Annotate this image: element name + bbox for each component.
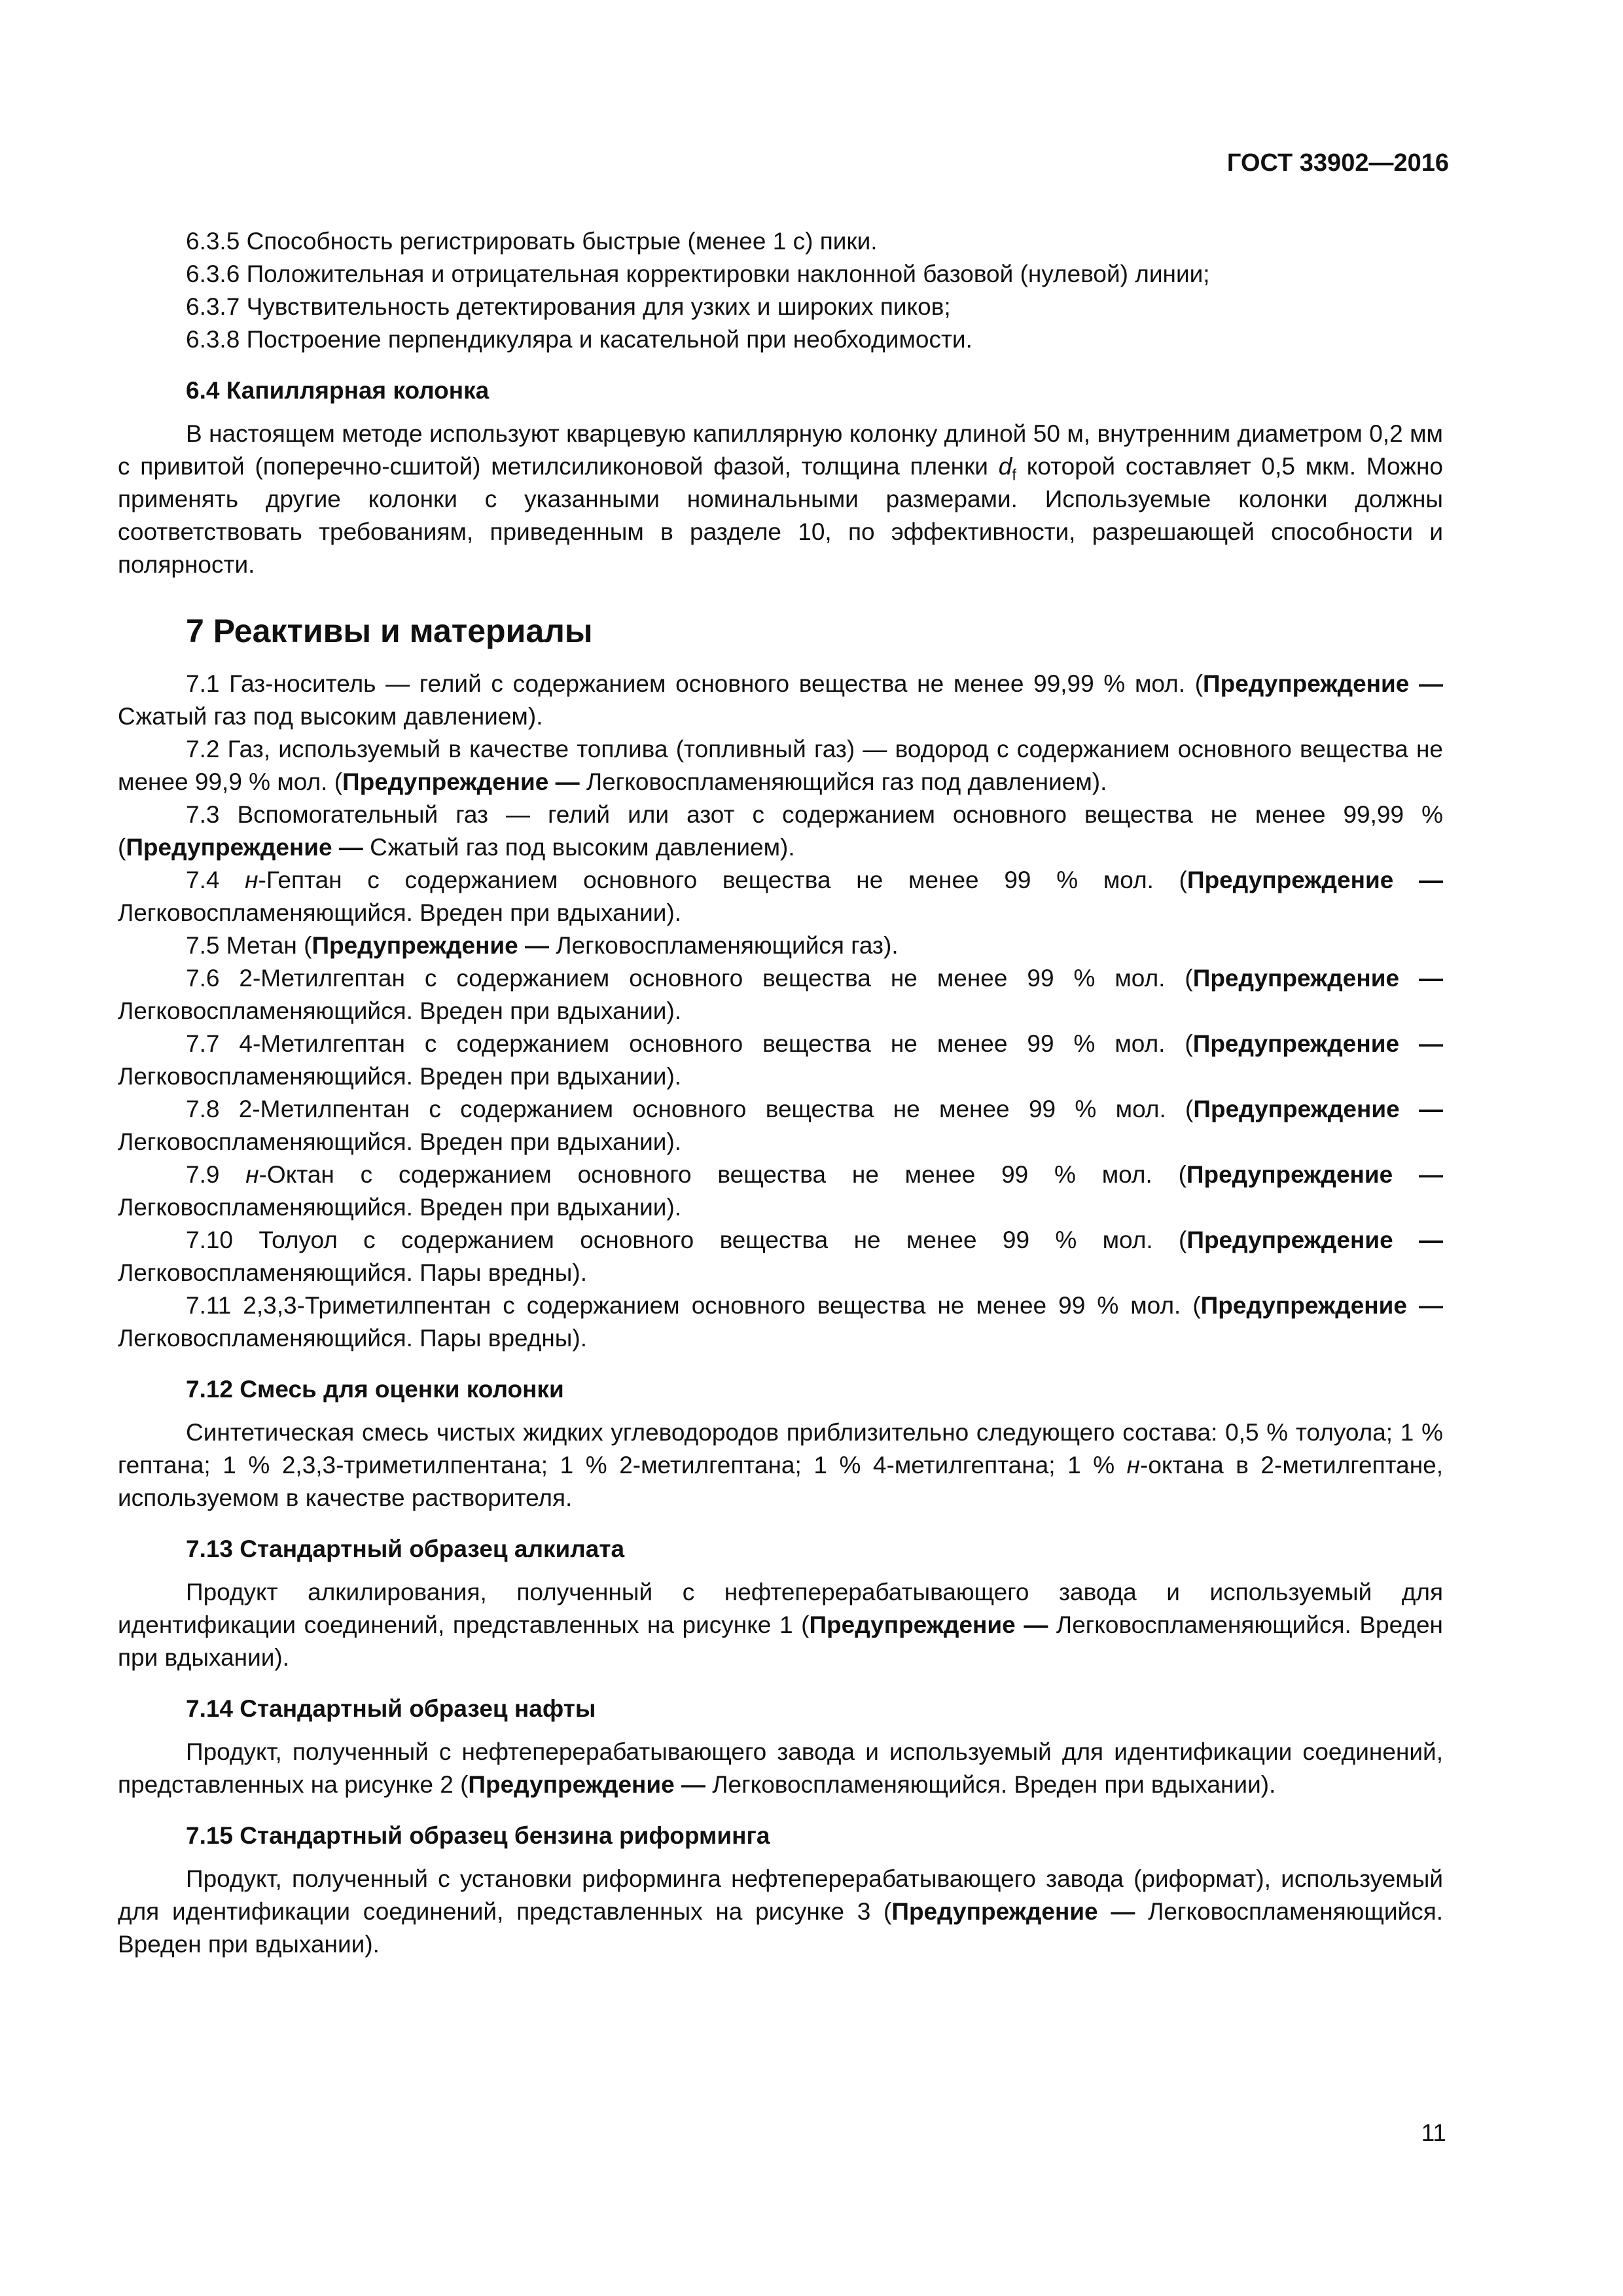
text-run: 7.2 Газ, используемый в качестве топлива (топливный газ) — водород с содержанием основного вещества не менее 99,9 % мол. ( xyxy=(118,736,1443,795)
heading-6-4: 6.4 Капиллярная колонка xyxy=(186,377,490,404)
text-run: Продукт алкилирования, полученный с нефтеперерабатывающего завода и используемый для идентификации соединений, представленных на рисунке 1 ( xyxy=(118,1579,1443,1638)
text-run: В настоящем методе используют кварцевую капиллярную колонку длиной 50 м, внутренним диаметром 0,2 мм с привитой (поперечно-сшитой) метилсиликоновой фазой, толщина пленки xyxy=(118,420,1443,480)
warning-label: Предупреждение — xyxy=(891,1898,1135,1925)
warning-label: Предупреждение — xyxy=(126,834,363,861)
paragraph-7-13 xyxy=(118,1576,1443,1674)
text-run: Легковоспламеняющийся. Вреден при вдыхании). xyxy=(118,1194,682,1221)
warning-label: Предупреждение — xyxy=(1186,867,1444,893)
text-run: Легковоспламеняющийся. Вреден при вдыхании). xyxy=(705,1771,1276,1798)
paragraph-7-6 xyxy=(118,962,1443,1028)
heading-7-15: 7.15 Стандартный образец бензина риформинга xyxy=(186,1822,770,1849)
paragraph-7-10 xyxy=(118,1224,1443,1289)
italic-prefix: н xyxy=(245,1161,259,1188)
text-run: Легковоспламеняющийся газ под давлением). xyxy=(579,768,1107,795)
text-run: -Октан с содержанием основного вещества не менее 99 % мол. ( xyxy=(259,1161,1186,1188)
page-number: 11 xyxy=(1421,2119,1446,2146)
text-run: Продукт, полученный с установки риформинга нефтеперерабатывающего завода (риформат), используемый для идентификации соединений, представленных на рисунке 3 ( xyxy=(118,1865,1443,1925)
warning-label: Предупреждение — xyxy=(1193,1096,1443,1122)
warning-label: Предупреждение — xyxy=(1192,1030,1443,1057)
list-item-6-3-7: 6.3.7 Чувствительность детектирования для узких и широких пиков; xyxy=(186,293,951,320)
paragraph-7-4 xyxy=(118,864,1443,929)
text-run: 7.4 xyxy=(186,867,245,893)
text-run: 7.1 Газ-носитель — гелий с содержанием основного вещества не менее 99,99 % мол. ( xyxy=(186,670,1204,697)
text-run: 7.10 Толуол с содержанием основного вещества не менее 99 % мол. ( xyxy=(186,1227,1187,1253)
text-run: 7.6 2-Метилгептан с содержанием основного вещества не менее 99 % мол. ( xyxy=(186,965,1193,992)
paragraph-7-9 xyxy=(118,1158,1443,1224)
text-run: Легковоспламеняющийся. Пары вредны). xyxy=(118,1325,588,1352)
paragraph-7-5 xyxy=(118,929,1443,962)
text-run: 7.9 xyxy=(186,1161,246,1188)
text-run: Сжатый газ под высоким давлением). xyxy=(363,834,795,861)
list-item-6-3-8: 6.3.8 Построение перпендикуляра и касательной при необходимости. xyxy=(186,326,972,353)
text-run: 7.11 2,3,3-Триметилпентан с содержанием основного вещества не менее 99 % мол. ( xyxy=(186,1292,1201,1319)
paragraph-7-8 xyxy=(118,1093,1443,1158)
list-item-6-3-5: 6.3.5 Способность регистрировать быстрые (менее 1 с) пики. xyxy=(186,228,878,255)
warning-label: Предупреждение — xyxy=(809,1611,1048,1638)
text-run: 7.8 2-Метилпентан с содержанием основного вещества не менее 99 % мол. ( xyxy=(186,1096,1194,1122)
page-content xyxy=(118,225,1443,1961)
text-run: 7.3 Вспомогательный газ — гелий или азот с содержанием основного вещества не менее 99,99 % ( xyxy=(118,801,1443,861)
text-run: Легковоспламеняющийся газ). xyxy=(549,932,899,959)
heading-7-13: 7.13 Стандартный образец алкилата xyxy=(186,1535,625,1562)
paragraph-7-1 xyxy=(118,668,1443,733)
paragraph-7-3 xyxy=(118,798,1443,864)
symbol-d: d xyxy=(998,453,1012,480)
warning-label: Предупреждение — xyxy=(1192,965,1443,992)
heading-7-14: 7.14 Стандартный образец нафты xyxy=(186,1695,596,1722)
paragraph-7-7 xyxy=(118,1028,1443,1093)
heading-section-7: 7 Реактивы и материалы xyxy=(186,613,593,649)
warning-label: Предупреждение — xyxy=(1186,1227,1443,1253)
text-run: Легковоспламеняющийся. Пары вредны). xyxy=(118,1259,588,1286)
paragraph-7-11 xyxy=(118,1289,1443,1355)
text-run: которой составляет 0,5 мкм. Можно применять другие колонки с указанными номинальными размерами. Используемые колонки должны соответствовать требованиям, приведенным в разделе 10, по эффективности, разрешающей способности и полярности. xyxy=(118,453,1444,578)
list-item-6-3-6: 6.3.6 Положительная и отрицательная корректировки наклонной базовой (нулевой) линии; xyxy=(186,260,1210,287)
text-run: Легковоспламеняющийся. Вреден при вдыхании). xyxy=(118,1611,1443,1671)
text-run: Легковоспламеняющийся. Вреден при вдыхании). xyxy=(118,1128,682,1155)
document-id-header: ГОСТ 33902—2016 xyxy=(1226,149,1449,177)
text-run: -Гептан с содержанием основного вещества не менее 99 % мол. ( xyxy=(258,867,1187,893)
text-run: Синтетическая смесь чистых жидких углеводородов приблизительно следующего состава: 0,5 % толуола; 1 % гептана; 1 % 2,3,3-триметилпентана; 1 % 2-метилгептана; 1 % 4-метилгептана; 1 % xyxy=(118,1419,1443,1479)
text-run: Легковоспламеняющийся. Вреден при вдыхании). xyxy=(118,997,682,1024)
paragraph-7-15 xyxy=(118,1863,1443,1961)
warning-label: Предупреждение — xyxy=(312,932,550,959)
warning-label: Предупреждение — xyxy=(1200,1292,1443,1319)
text-run: Легковоспламеняющийся. Вреден при вдыхании). xyxy=(118,1898,1444,1958)
italic-prefix: н xyxy=(1126,1452,1141,1479)
warning-label: Предупреждение — xyxy=(342,768,580,795)
text-run: 7.5 Метан ( xyxy=(186,932,312,959)
symbol-subscript: f xyxy=(1012,466,1016,484)
text-run: Сжатый газ под высоким давлением). xyxy=(118,703,543,730)
text-run: 7.7 4-Метилгептан с содержанием основного вещества не менее 99 % мол. ( xyxy=(186,1030,1193,1057)
text-run: Продукт, полученный с нефтеперерабатывающего завода и используемый для идентификации соединений, представленных на рисунке 2 ( xyxy=(118,1738,1443,1798)
paragraph-7-12 xyxy=(118,1416,1443,1515)
italic-prefix: н xyxy=(245,867,259,893)
heading-7-12: 7.12 Смесь для оценки колонки xyxy=(186,1376,564,1403)
warning-label: Предупреждение — xyxy=(1186,1161,1443,1188)
warning-label: Предупреждение — xyxy=(468,1771,705,1798)
paragraph-6-4 xyxy=(118,418,1443,581)
text-run: Легковоспламеняющийся. Вреден при вдыхании). xyxy=(118,1063,682,1090)
paragraph-7-14 xyxy=(118,1736,1443,1801)
text-run: -октана в 2-метилгептане, используемом в качестве растворителя. xyxy=(118,1452,1443,1511)
warning-label: Предупреждение — xyxy=(1203,670,1443,697)
text-run: Легковоспламеняющийся. Вреден при вдыхании). xyxy=(118,899,682,926)
paragraph-7-2 xyxy=(118,733,1443,798)
